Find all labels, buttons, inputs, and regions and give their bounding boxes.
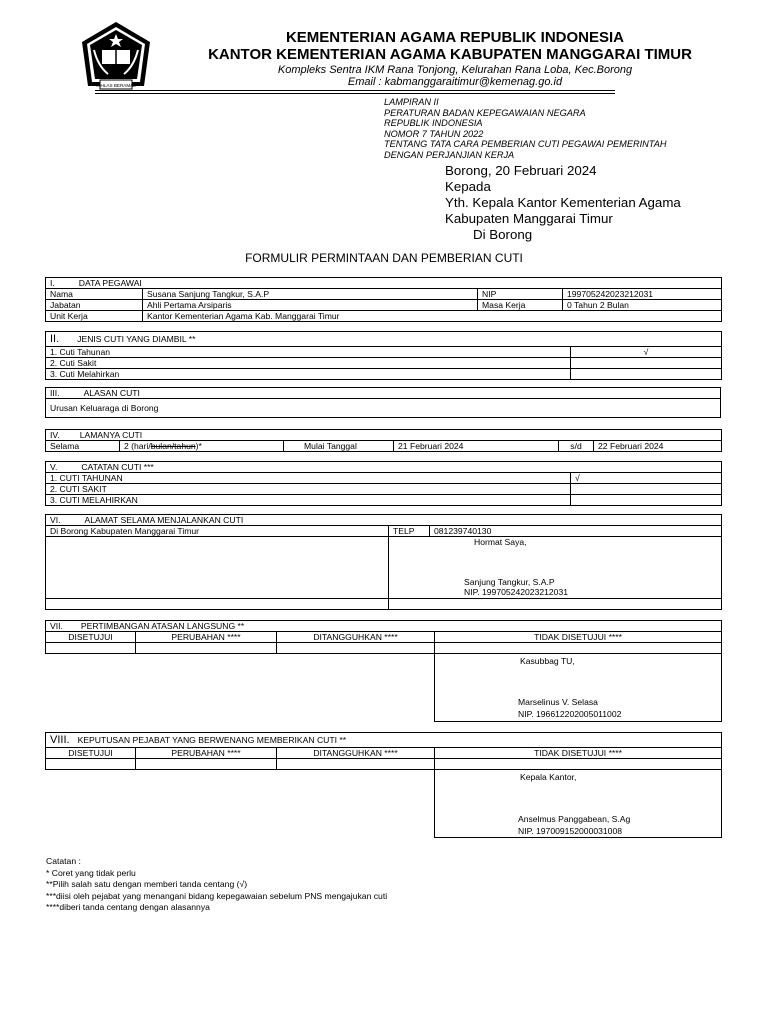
lampiran-line: PERATURAN BADAN KEPEGAWAIAN NEGARA <box>384 107 586 118</box>
signature-name: Anselmus Panggabean, S.Ag <box>518 814 631 824</box>
leave-type-maternity: 3. Cuti Melahirkan <box>46 369 571 380</box>
duration-struck: bulan/tahun <box>150 441 196 451</box>
header-email: Email : kabmanggaraitimur@kemenag.go.id <box>347 76 563 88</box>
label-name: Nama <box>46 289 143 300</box>
empty-cell <box>136 759 277 770</box>
footnotes <box>46 856 387 914</box>
lampiran-line: LAMPIRAN II <box>384 97 439 107</box>
signature-role: Kasubbag TU, <box>520 656 575 666</box>
col-postponed: DITANGGUHKAN **** <box>277 748 435 759</box>
label-until: s/d <box>559 441 594 452</box>
value-duration <box>120 441 284 452</box>
section-header <box>46 462 722 473</box>
label-duration: Selama <box>46 441 120 452</box>
lampiran-line: TENTANG TATA CARA PEMBERIAN CUTI PEGAWAI PEMERINTAH <box>384 139 667 150</box>
col-rejected: TIDAK DISETUJUI **** <box>435 632 722 643</box>
section-number: III. <box>50 388 60 398</box>
lampiran-line: DENGAN PERJANJIAN KERJA <box>384 149 515 160</box>
section-employee-data <box>45 277 722 322</box>
section-number: II. <box>50 333 60 345</box>
table-row <box>46 311 722 322</box>
table-row <box>46 289 722 300</box>
section-number: IV. <box>50 430 60 440</box>
applicant-signature <box>389 537 722 599</box>
value-unit: Kantor Kementerian Agama Kab. Manggarai Timur <box>143 311 722 322</box>
section-leave-address <box>45 514 722 610</box>
section-official-decision <box>45 732 722 838</box>
section-number: I. <box>50 278 55 288</box>
section-header <box>46 332 722 347</box>
lampiran-line: NOMOR 7 TAHUN 2022 <box>384 128 484 139</box>
table-row <box>46 441 722 452</box>
form-title: FORMULIR PERMINTAAN DAN PEMBERIAN CUTI <box>245 251 523 265</box>
footnote: ***diisi oleh pejabat yang menangani bidang kepegawaian sebelum PNS mengajukan cuti <box>46 890 388 901</box>
header-rule <box>95 90 615 91</box>
section-number: VIII. <box>50 734 70 746</box>
section-reason <box>45 387 721 418</box>
signature-name: Marselinus V. Selasa <box>518 697 598 707</box>
value-leave-address: Di Borong Kabupaten Manggarai Timur <box>46 526 389 537</box>
letter-date: Borong, 20 Februari 2024 <box>445 163 597 178</box>
empty-cell <box>571 495 722 506</box>
section-header <box>46 621 722 632</box>
note-maternity: 3. CUTI MELAHIRKAN <box>46 495 571 506</box>
address-recipient: Yth. Kepala Kantor Kementerian Agama <box>445 195 681 210</box>
section-number: VI. <box>50 515 61 525</box>
col-changed: PERUBAHAN **** <box>136 632 277 643</box>
footnote: **Pilih salah satu dengan memberi tanda centang (√) <box>46 879 248 889</box>
value-end-date: 22 Februari 2024 <box>594 441 722 452</box>
footnote: * Coret yang tidak perlu <box>46 867 136 878</box>
empty-cell <box>571 369 722 380</box>
section-supervisor-consideration <box>45 620 722 722</box>
section-header <box>46 430 722 441</box>
section-leave-notes <box>45 461 722 506</box>
section-header <box>46 515 722 526</box>
table-row <box>46 526 722 537</box>
check-mark: √ <box>571 473 722 484</box>
supervisor-signature <box>435 654 722 722</box>
empty-cell <box>435 643 722 654</box>
table-row <box>46 748 722 759</box>
section-duration <box>45 429 722 452</box>
lampiran-block <box>384 97 666 161</box>
table-row <box>46 300 722 311</box>
footnote: ****diberi tanda centang dengan alasannya <box>46 902 210 912</box>
col-changed: PERUBAHAN **** <box>136 748 277 759</box>
label-start: Mulai Tanggal <box>284 441 394 452</box>
col-approved: DISETUJUI <box>46 632 136 643</box>
lampiran-line: REPUBLIK INDONESIA <box>384 118 483 129</box>
section-header <box>46 388 721 399</box>
empty-cell <box>571 484 722 495</box>
note-sick: 2. CUTI SAKIT <box>46 484 571 495</box>
section-title: ALAMAT SELAMA MENJALANKAN CUTI <box>84 515 244 525</box>
duration-text: 2 (hari/ <box>124 441 151 451</box>
note-annual: 1. CUTI TAHUNAN <box>46 473 571 484</box>
empty-cell <box>571 358 722 369</box>
table-row <box>46 643 722 654</box>
address-block <box>445 163 681 243</box>
section-title: ALASAN CUTI <box>83 388 140 398</box>
label-unit: Unit Kerja <box>46 311 143 322</box>
empty-cell <box>277 643 435 654</box>
check-mark: √ <box>571 347 722 358</box>
address-to: Kepada <box>445 179 491 194</box>
col-rejected: TIDAK DISETUJUI **** <box>435 748 722 759</box>
table-row <box>46 347 722 358</box>
value-phone: 081239740130 <box>430 526 722 537</box>
section-leave-type <box>45 331 722 380</box>
table-row <box>46 632 722 643</box>
table-row <box>46 759 722 770</box>
label-tenure: Masa Kerja <box>478 300 563 311</box>
signature-role: Kepala Kantor, <box>520 772 577 782</box>
empty-cell <box>46 643 136 654</box>
value-nip: 199705242023212031 <box>563 289 722 300</box>
leave-type-sick: 2. Cuti Sakit <box>46 358 571 369</box>
signature-nip: NIP. 199705242023212031 <box>464 587 569 597</box>
header-ministry: KEMENTERIAN AGAMA REPUBLIK INDONESIA <box>285 29 625 46</box>
section-title: PERTIMBANGAN ATASAN LANGSUNG ** <box>80 621 245 631</box>
address-recipient-region: Kabupaten Manggarai Timur <box>445 211 613 226</box>
value-position: Ahli Pertama Arsiparis <box>143 300 478 311</box>
empty-cell <box>277 759 435 770</box>
section-header <box>46 278 722 289</box>
section-title: JENIS CUTI YANG DIAMBIL <box>77 334 187 344</box>
table-row <box>46 369 722 380</box>
empty-cell <box>46 599 389 610</box>
empty-cell <box>136 643 277 654</box>
signature-name: Sanjung Tangkur, S.A.P <box>464 577 555 587</box>
empty-area <box>46 770 435 838</box>
header-office: KANTOR KEMENTERIAN AGAMA KABUPATEN MANGGARAI TIMUR <box>208 46 692 63</box>
table-row <box>46 358 722 369</box>
empty-cell <box>46 759 136 770</box>
empty-cell <box>46 537 389 599</box>
value-name: Susana Sanjung Tangkur, S.A.P <box>143 289 478 300</box>
signature-greeting: Hormat Saya, <box>474 537 527 547</box>
logo-motto: IKHLAS BERAMAL <box>96 83 136 88</box>
table-row <box>46 473 722 484</box>
address-place: Di Borong <box>473 227 533 242</box>
section-title: CATATAN CUTI *** <box>81 462 154 472</box>
leave-type-annual: 1. Cuti Tahunan <box>46 347 571 358</box>
section-header <box>46 733 722 748</box>
section-mark: ** <box>186 334 196 344</box>
duration-suffix: )* <box>195 441 202 451</box>
col-postponed: DITANGGUHKAN **** <box>277 632 435 643</box>
value-tenure: 0 Tahun 2 Bulan <box>563 300 722 311</box>
section-title: LAMANYA CUTI <box>79 430 143 440</box>
label-nip: NIP <box>478 289 563 300</box>
value-start-date: 21 Februari 2024 <box>394 441 559 452</box>
footnote-heading: Catatan : <box>46 856 81 866</box>
col-approved: DISETUJUI <box>46 748 136 759</box>
label-position: Jabatan <box>46 300 143 311</box>
signature-nip: NIP. 197009152000031008 <box>518 826 623 836</box>
empty-cell <box>389 599 722 610</box>
section-number: VII. <box>50 621 63 631</box>
header-address: Kompleks Sentra IKM Rana Tonjong, Kelurahan Rana Loba, Kec.Borong <box>277 64 633 76</box>
section-title: DATA PEGAWAI <box>78 278 142 288</box>
empty-cell <box>435 759 722 770</box>
section-title: KEPUTUSAN PEJABAT YANG BERWENANG MEMBERIKAN CUTI ** <box>77 735 347 745</box>
section-number: V. <box>50 462 58 472</box>
table-row <box>46 484 722 495</box>
label-phone: TELP <box>389 526 430 537</box>
header-rule-thin <box>95 93 615 94</box>
signature-nip: NIP. 196612202005011002 <box>518 709 622 719</box>
reason-value: Urusan Keluaraga di Borong <box>46 399 721 418</box>
ministry-logo <box>78 20 154 94</box>
official-signature <box>435 770 722 838</box>
empty-area <box>46 654 435 722</box>
table-row <box>46 495 722 506</box>
